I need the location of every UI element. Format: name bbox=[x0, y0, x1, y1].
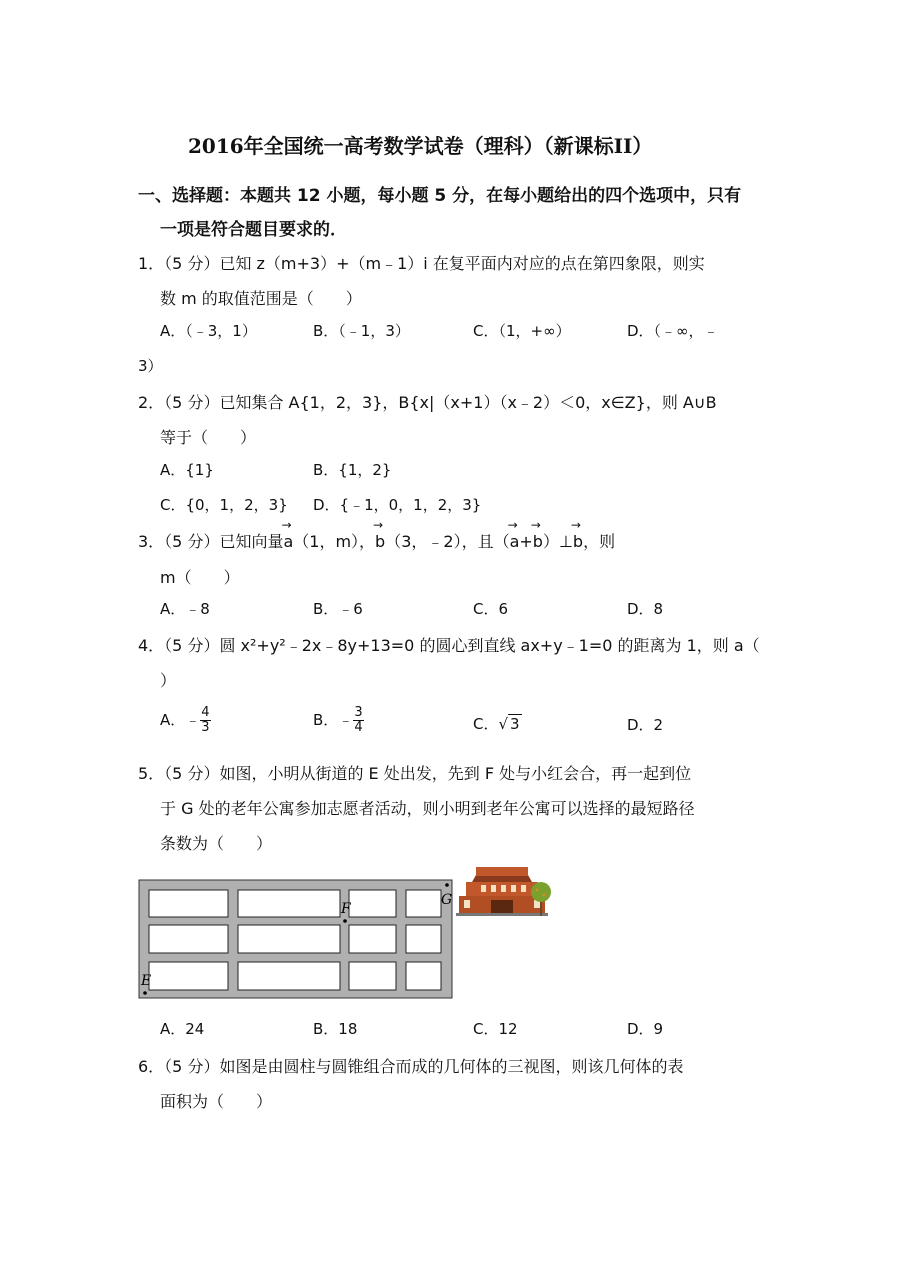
question-5-line2: 于 G 处的老年公寓参加志愿者活动，则小明到老年公寓可以选择的最短路径 bbox=[160, 799, 695, 818]
question-3-part1: （1，m）， bbox=[293, 532, 376, 551]
question-3-line1 bbox=[138, 529, 615, 552]
question-3-part3: + bbox=[519, 532, 533, 551]
question-6-line2: 面积为（ ） bbox=[160, 1092, 273, 1111]
question-3-option-a: A．﹣8 bbox=[160, 600, 210, 618]
question-2-line2: 等于（ ） bbox=[160, 428, 257, 447]
question-3-part4: ）⊥ bbox=[542, 532, 573, 551]
sqrt-sign: √ bbox=[498, 715, 509, 733]
vector-b-sum: → b bbox=[533, 532, 543, 551]
point-e-label: E bbox=[141, 973, 152, 989]
question-3-line2: m（ ） bbox=[160, 568, 240, 587]
section-heading-line1: 一、选择题：本题共 12 小题，每小题 5 分，在每小题给出的四个选项中，只有 bbox=[138, 186, 742, 206]
question-2-option-a: A．{1} bbox=[160, 461, 214, 479]
question-1-option-d-cont: 3） bbox=[138, 357, 163, 375]
question-3-prefix: 3．（5 分）已知向量 bbox=[138, 532, 284, 551]
question-4-option-a: A．﹣ $\frac{4}{3}$ bbox=[160, 705, 210, 735]
question-5-option-d: D．9 bbox=[627, 1020, 664, 1038]
question-1-option-b: B．（﹣1，3） bbox=[313, 322, 410, 340]
question-6-line1: 6．（5 分）如图是由圆柱与圆锥组合而成的几何体的三视图，则该几何体的表 bbox=[138, 1057, 684, 1076]
question-4-line2: ） bbox=[160, 671, 177, 690]
question-1-line2: 数 m 的取值范围是（ ） bbox=[160, 289, 362, 308]
point-g-label: G bbox=[441, 892, 453, 908]
section-heading-line2: 一项是符合题目要求的． bbox=[160, 220, 347, 240]
question-1-option-c: C．（1，+∞） bbox=[473, 322, 571, 340]
question-5-option-c: C．12 bbox=[473, 1020, 518, 1038]
question-1-option-d: D．（﹣∞，﹣ bbox=[627, 322, 719, 340]
question-5-option-b: B．18 bbox=[313, 1020, 358, 1038]
page-title: 2016年全国统一高考数学试卷（理科）（新课标II） bbox=[188, 134, 653, 158]
question-3-option-c: C．6 bbox=[473, 600, 509, 618]
question-5-line1: 5．（5 分）如图，小明从街道的 E 处出发，先到 F 处与小红会合，再一起到位 bbox=[138, 764, 692, 783]
question-1-option-a: A．（﹣3，1） bbox=[160, 322, 257, 340]
question-3-part5: ，则 bbox=[583, 532, 616, 551]
vector-a-sum: → a bbox=[510, 532, 520, 551]
fraction: $\frac{3}{4}$ bbox=[354, 705, 363, 735]
vector-b: → b bbox=[375, 532, 385, 551]
vector-b-perp: → b bbox=[573, 532, 583, 551]
senior-apartment-building-icon bbox=[456, 867, 551, 916]
vector-a: → a bbox=[283, 532, 293, 551]
point-f-label: F bbox=[341, 901, 351, 917]
question-4-option-b: B．﹣ $\frac{3}{4}$ bbox=[313, 705, 363, 735]
question-4-option-d: D．2 bbox=[627, 716, 664, 734]
question-2-option-d: D．{﹣1，0，1，2，3} bbox=[313, 496, 482, 514]
question-5-option-a: A．24 bbox=[160, 1020, 205, 1038]
question-4-line1: 4．（5 分）圆 x²+y²﹣2x﹣8y+13=0 的圆心到直线 ax+y﹣1=0 的距离为 1，则 a（ bbox=[138, 636, 760, 655]
question-1-line1: 1．（5 分）已知 z（m+3）+（m﹣1）i 在复平面内对应的点在第四象限，则实 bbox=[138, 254, 705, 273]
question-3-option-b: B．﹣6 bbox=[313, 600, 363, 618]
question-2-line1: 2．（5 分）已知集合 A{1，2，3}，B{x|（x+1）（x﹣2）＜0，x∈Z}，则 A∪B bbox=[138, 393, 717, 412]
question-4-option-c: C．√ 3 bbox=[473, 715, 520, 733]
question-2-option-c: C．{0，1，2，3} bbox=[160, 496, 288, 514]
street-grid-figure bbox=[136, 862, 556, 1002]
question-3-option-d: D．8 bbox=[627, 600, 664, 618]
question-3-part2: （3，﹣2），且（ bbox=[385, 532, 510, 551]
fraction: $\frac{4}{3}$ bbox=[201, 705, 210, 735]
question-2-option-b: B．{1，2} bbox=[313, 461, 392, 479]
question-5-line3: 条数为（ ） bbox=[160, 834, 273, 853]
